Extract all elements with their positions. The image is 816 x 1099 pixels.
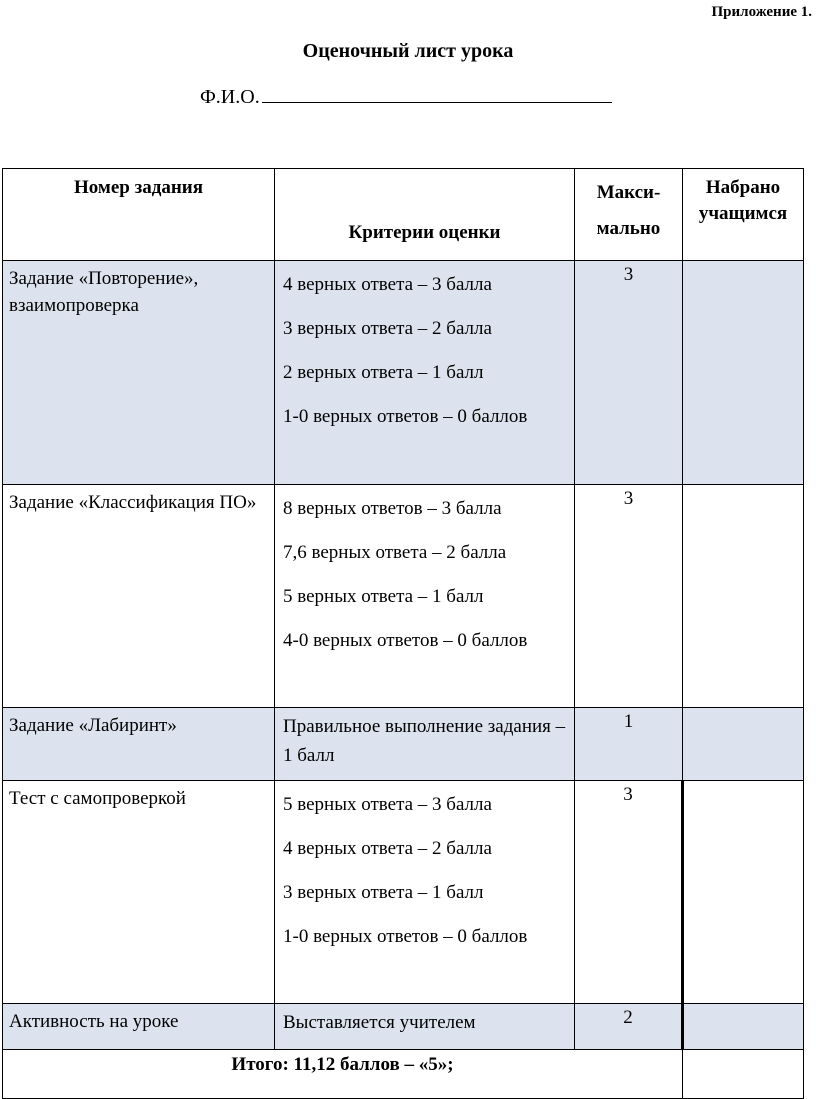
task-criteria <box>275 708 575 781</box>
task-name: Задание «Повторение», взаимопроверка <box>3 261 275 485</box>
table-row <box>3 261 804 485</box>
task-max-score: 1 <box>575 708 683 781</box>
criterion-line: 4 верных ответа – 3 балла <box>283 274 492 295</box>
header-max <box>575 169 683 261</box>
table-row <box>3 485 804 708</box>
table-row <box>3 1004 804 1050</box>
criterion-text: Правильное выполнение задания – 1 балл <box>283 716 566 766</box>
header-max-line1: Макси- <box>596 182 661 203</box>
task-scored-cell[interactable] <box>683 485 804 708</box>
task-max-score: 3 <box>575 485 683 708</box>
criterion-text: Выставляется учителем <box>283 1012 476 1033</box>
fio-label: Ф.И.О. <box>200 86 260 108</box>
appendix-label: Приложение 1. <box>711 4 812 20</box>
task-name: Тест с самопроверкой <box>3 781 275 1004</box>
criterion-line: 7,6 верных ответа – 2 балла <box>283 542 507 563</box>
header-max-line2: мально <box>596 218 661 239</box>
task-max-score: 2 <box>575 1004 683 1050</box>
table-total-row <box>3 1050 804 1099</box>
criterion-line: 4 верных ответа – 2 балла <box>283 838 492 859</box>
task-criteria <box>275 485 575 708</box>
total-label: Итого: 11,12 баллов – «5»; <box>3 1050 683 1099</box>
fio-blank-line[interactable] <box>262 84 612 103</box>
task-criteria <box>275 1004 575 1050</box>
header-scored-line2: учащимся <box>698 203 788 224</box>
document-title: Оценочный лист урока <box>302 40 514 62</box>
task-scored-cell[interactable] <box>683 708 804 781</box>
task-criteria <box>275 261 575 485</box>
total-scored-cell[interactable] <box>683 1050 804 1099</box>
task-scored-cell[interactable] <box>683 1004 804 1050</box>
criterion-line: 1-0 верных ответов – 0 баллов <box>283 406 528 427</box>
task-max-score: 3 <box>575 781 683 1004</box>
header-criteria: Критерии оценки <box>275 169 575 261</box>
criterion-line: 3 верных ответа – 2 балла <box>283 318 492 339</box>
assessment-table <box>2 168 804 1099</box>
task-scored-cell[interactable] <box>683 261 804 485</box>
task-name: Активность на уроке <box>3 1004 275 1050</box>
task-criteria <box>275 781 575 1004</box>
criterion-line: 8 верных ответов – 3 балла <box>283 498 502 519</box>
header-scored-line1: Набрано <box>705 177 781 198</box>
header-scored <box>683 169 804 261</box>
task-max-score: 3 <box>575 261 683 485</box>
task-name: Задание «Классификация ПО» <box>3 485 275 708</box>
criterion-line: 4-0 верных ответов – 0 баллов <box>283 630 528 651</box>
task-scored-cell[interactable] <box>683 781 804 1004</box>
table-row <box>3 781 804 1004</box>
table-row <box>3 708 804 781</box>
criterion-line: 3 верных ответа – 1 балл <box>283 882 484 903</box>
criterion-line: 1-0 верных ответов – 0 баллов <box>283 926 528 947</box>
criterion-line: 5 верных ответа – 3 балла <box>283 794 492 815</box>
fio-field <box>200 84 612 109</box>
criterion-line: 5 верных ответа – 1 балл <box>283 586 484 607</box>
header-task-number: Номер задания <box>3 169 275 261</box>
table-header-row <box>3 169 804 261</box>
task-name: Задание «Лабиринт» <box>3 708 275 781</box>
criterion-line: 2 верных ответа – 1 балл <box>283 362 484 383</box>
